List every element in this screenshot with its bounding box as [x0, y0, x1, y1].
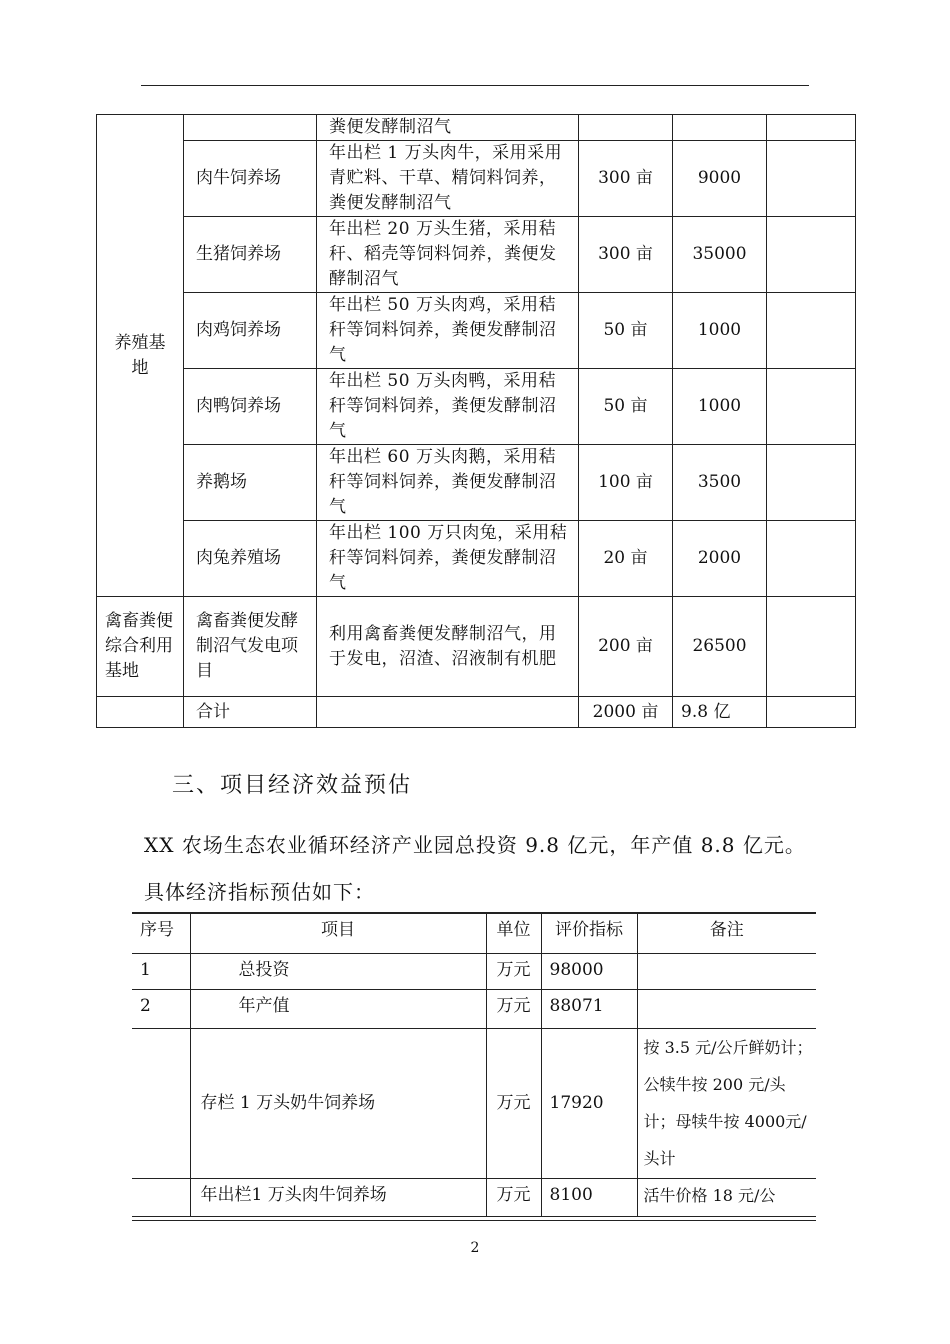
header-note: 备注 — [637, 913, 816, 953]
table-cell: 年出栏 100 万只肉兔，采用秸秆等饲料饲养，粪便发酵制沼气 — [317, 521, 579, 597]
table-row — [132, 953, 816, 989]
table-row — [97, 293, 856, 369]
table-row — [97, 521, 856, 597]
table-cell: 肉鸭饲养场 — [184, 369, 317, 445]
total-area: 2000 亩 — [579, 697, 673, 728]
table-cell: 养鹅场 — [184, 445, 317, 521]
total-label: 合计 — [184, 697, 317, 728]
table-cell: 肉鸡饲养场 — [184, 293, 317, 369]
farm-base-table — [96, 114, 856, 728]
body-paragraph: XX 农场生态农业循环经济产业园总投资 9.8 亿元，年产值 8.8 亿元。具体经济指标预估如下： — [144, 833, 806, 904]
table-cell — [579, 115, 673, 141]
table-cell: 粪便发酵制沼气 — [317, 115, 579, 141]
table-row — [97, 217, 856, 293]
table-cell: 禽畜粪便发酵制沼气发电项目 — [184, 597, 317, 697]
table-cell: 300 亩 — [579, 141, 673, 217]
table-cell — [97, 697, 184, 728]
table-cell: 3500 — [673, 445, 767, 521]
table-cell — [767, 597, 856, 697]
row-item: 总投资 — [190, 953, 486, 989]
row-note: 活牛价格 18 元/公 — [637, 1178, 816, 1216]
table-cell: 1000 — [673, 293, 767, 369]
row-value: 98000 — [541, 953, 637, 989]
row-no — [132, 1028, 190, 1178]
table-cell — [767, 293, 856, 369]
table-row — [97, 597, 856, 697]
page-number: 2 — [470, 1240, 480, 1256]
table-cell: 肉兔养殖场 — [184, 521, 317, 597]
table-row — [132, 1028, 816, 1178]
row-no: 2 — [132, 989, 190, 1028]
row-unit: 万元 — [486, 989, 541, 1028]
header-unit: 单位 — [486, 913, 541, 953]
table-cell: 利用禽畜粪便发酵制沼气，用于发电，沼渣、沼液制有机肥 — [317, 597, 579, 697]
economic-indicators-table — [132, 912, 816, 1217]
header-indicator: 评价指标 — [541, 913, 637, 953]
table-cell — [767, 445, 856, 521]
table-cell: 300 亩 — [579, 217, 673, 293]
header-no: 序号 — [132, 913, 190, 953]
table-row — [97, 141, 856, 217]
total-investment: 9.8 亿 — [673, 697, 767, 728]
group-label-breeding-base: 养殖基地 — [97, 115, 184, 597]
table-cell — [767, 521, 856, 597]
section-title: 三、项目经济效益预估 — [172, 773, 413, 798]
row-value: 8100 — [541, 1178, 637, 1216]
table-cell — [767, 141, 856, 217]
table-cell: 100 亩 — [579, 445, 673, 521]
table-cell — [673, 115, 767, 141]
table-row — [97, 445, 856, 521]
table-cell: 年出栏 60 万头肉鹅，采用秸秆等饲料饲养，粪便发酵制沼气 — [317, 445, 579, 521]
table-cell: 200 亩 — [579, 597, 673, 697]
row-unit: 万元 — [486, 1178, 541, 1216]
row-no: 1 — [132, 953, 190, 989]
row-value: 88071 — [541, 989, 637, 1028]
row-unit: 万元 — [486, 953, 541, 989]
row-item: 年出栏1 万头肉牛饲养场 — [190, 1178, 486, 1216]
table-cell: 26500 — [673, 597, 767, 697]
table-cell: 年出栏 50 万头肉鸭，采用秸秆等饲料饲养，粪便发酵制沼气 — [317, 369, 579, 445]
row-note: 按 3.5 元/公斤鲜奶计；公犊牛按 200 元/头计；母犊牛按 4000元/头计 — [637, 1028, 816, 1178]
table-cell: 50 亩 — [579, 293, 673, 369]
row-no — [132, 1178, 190, 1216]
table-cell — [317, 697, 579, 728]
group-label-manure-base: 禽畜粪便综合利用基地 — [97, 597, 184, 697]
table-cell: 9000 — [673, 141, 767, 217]
table-cell — [767, 369, 856, 445]
table-cell: 生猪饲养场 — [184, 217, 317, 293]
table-cell — [767, 217, 856, 293]
table-cell: 50 亩 — [579, 369, 673, 445]
row-note — [637, 953, 816, 989]
table-cell: 年出栏 20 万头生猪，采用秸秆、稻壳等饲料饲养，粪便发酵制沼气 — [317, 217, 579, 293]
table-row — [132, 989, 816, 1028]
header-item: 项目 — [190, 913, 486, 953]
table-cell: 1000 — [673, 369, 767, 445]
table-header-row — [132, 913, 816, 953]
table-cell — [184, 115, 317, 141]
table-row — [97, 697, 856, 728]
table-row — [97, 369, 856, 445]
header-rule — [141, 85, 809, 86]
table-cell: 20 亩 — [579, 521, 673, 597]
row-item: 存栏 1 万头奶牛饲养场 — [190, 1028, 486, 1178]
row-item: 年产值 — [190, 989, 486, 1028]
table-cell: 年出栏 1 万头肉牛，采用采用青贮料、干草、精饲料饲养，粪便发酵制沼气 — [317, 141, 579, 217]
row-value: 17920 — [541, 1028, 637, 1178]
row-unit: 万元 — [486, 1028, 541, 1178]
table-cell — [767, 697, 856, 728]
row-note — [637, 989, 816, 1028]
table-cell — [767, 115, 856, 141]
table-row — [97, 115, 856, 141]
table-bottom-rule — [132, 1216, 816, 1221]
table-row — [132, 1178, 816, 1216]
table-cell: 35000 — [673, 217, 767, 293]
table-cell: 年出栏 50 万头肉鸡，采用秸秆等饲料饲养，粪便发酵制沼气 — [317, 293, 579, 369]
table-cell: 肉牛饲养场 — [184, 141, 317, 217]
table-cell: 2000 — [673, 521, 767, 597]
